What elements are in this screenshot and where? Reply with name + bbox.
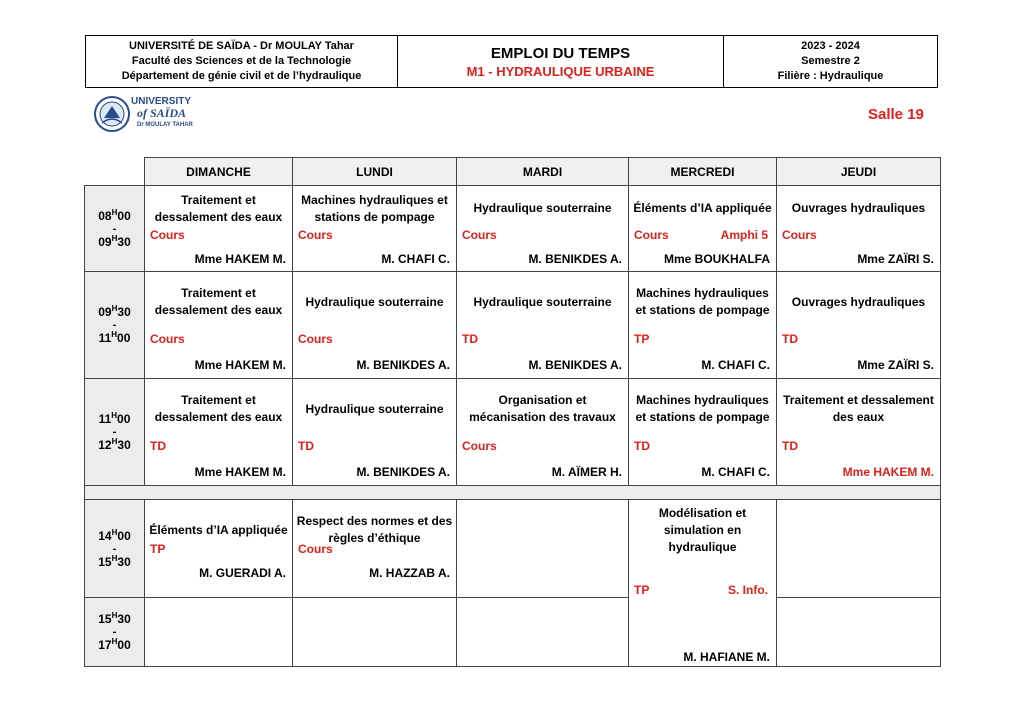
department-name: Département de génie civil et de l’hydraulique bbox=[121, 70, 362, 82]
course-name: Machines hydrauliques et stations de pompage bbox=[301, 192, 448, 224]
course-name: Machines hydrauliques et stations de pompage bbox=[635, 393, 770, 424]
teacher-name: M. AÏMER H. bbox=[551, 465, 622, 479]
session-type: TD bbox=[150, 439, 166, 453]
session-type: Cours bbox=[298, 542, 333, 556]
semester: Semestre 2 bbox=[801, 55, 860, 67]
session-cell-dimanche bbox=[144, 185, 293, 272]
session-cell-lundi bbox=[292, 378, 457, 486]
course-name: Ouvrages hydrauliques bbox=[791, 294, 926, 309]
teacher-name: Mme HAKEM M. bbox=[842, 465, 934, 479]
course-name: Modélisation et simulation en hydraulique bbox=[658, 505, 747, 554]
course-name: Éléments d’IA appliquée bbox=[633, 201, 772, 215]
university-logo bbox=[93, 93, 195, 135]
day-header-4: MERCREDI bbox=[628, 157, 777, 186]
teacher-name: M. CHAFI C. bbox=[701, 358, 770, 372]
logo-text-line3: Dr MOULAY TAHAR bbox=[137, 122, 193, 128]
session-cell-lundi bbox=[292, 499, 457, 598]
course-name: Hydraulique souterraine bbox=[305, 401, 444, 416]
slot-separator: - bbox=[112, 222, 117, 235]
time-slot-1 bbox=[84, 185, 145, 272]
university-name: UNIVERSITÉ DE SAÏDA - Dr MOULAY Tahar bbox=[129, 40, 354, 52]
title-block bbox=[398, 36, 724, 87]
session-cell-mercredi bbox=[628, 378, 777, 486]
session-cell-mardi bbox=[456, 378, 629, 486]
slot-start: $14^H00$ bbox=[98, 527, 131, 543]
teacher-name: M. CHAFI C. bbox=[701, 465, 770, 479]
room-label: Salle 19 bbox=[868, 106, 924, 123]
day-header-1: DIMANCHE bbox=[144, 157, 293, 186]
slot-end: $17^H00$ bbox=[98, 637, 131, 652]
teacher-name: Mme BOUKHALFA bbox=[663, 252, 770, 266]
slot-separator: - bbox=[112, 626, 117, 638]
session-type: Cours bbox=[634, 228, 669, 242]
day-header-3: MARDI bbox=[456, 157, 629, 186]
session-cell-jeudi bbox=[776, 597, 941, 667]
session-cell-mardi bbox=[456, 597, 629, 667]
time-slot-4 bbox=[84, 499, 145, 598]
slot-end: $11^H00$ bbox=[98, 330, 131, 345]
course-name: Hydraulique souterraine bbox=[305, 294, 444, 309]
session-type: Cours bbox=[462, 228, 497, 242]
session-type: TD bbox=[298, 439, 314, 453]
course-name: Respect des normes et des règles d’éthique bbox=[296, 514, 453, 545]
session-cell-dimanche bbox=[144, 499, 293, 598]
lunch-break-row bbox=[84, 485, 941, 500]
course-name: Traitement et dessalement des eaux bbox=[783, 393, 934, 424]
term-block bbox=[724, 36, 937, 87]
teacher-name: M. HAZZAB A. bbox=[369, 566, 450, 580]
session-type: Cours bbox=[150, 332, 185, 346]
session-cell-mercredi bbox=[628, 499, 777, 667]
course-name: Hydraulique souterraine bbox=[473, 201, 612, 215]
session-cell-jeudi bbox=[776, 271, 941, 379]
logo-text-line2: of SAÏDA bbox=[137, 106, 187, 120]
session-cell-mercredi bbox=[628, 185, 777, 272]
session-cell-dimanche bbox=[144, 271, 293, 379]
session-type: Cours bbox=[298, 332, 333, 346]
teacher-name: M. GUERADI A. bbox=[199, 566, 286, 580]
session-cell-dimanche bbox=[144, 597, 293, 667]
program-name: M1 - HYDRAULIQUE URBAINE bbox=[466, 63, 655, 79]
academic-year: 2023 - 2024 bbox=[801, 40, 860, 52]
course-name: Traitement et dessalement des eaux bbox=[154, 192, 283, 224]
slot-start: $08^H00$ bbox=[98, 207, 131, 223]
course-name: Organisation et mécanisation des travaux bbox=[469, 393, 616, 424]
teacher-name: M. CHAFI C. bbox=[381, 252, 450, 266]
slot-start: $09^H30$ bbox=[98, 304, 131, 319]
session-cell-jeudi bbox=[776, 499, 941, 598]
slot-separator: - bbox=[112, 319, 117, 331]
time-slot-3 bbox=[84, 378, 145, 486]
institution-block bbox=[86, 36, 398, 87]
session-cell-jeudi bbox=[776, 378, 941, 486]
session-cell-mardi bbox=[456, 185, 629, 272]
teacher-name: M. BENIKDES A. bbox=[356, 358, 450, 372]
schedule-header bbox=[85, 35, 938, 88]
session-type: Cours bbox=[462, 439, 497, 453]
slot-start: $11^H00$ bbox=[98, 411, 131, 426]
session-cell-dimanche bbox=[144, 378, 293, 486]
day-header-5: JEUDI bbox=[776, 157, 941, 186]
session-type: Cours bbox=[150, 228, 185, 242]
slot-end: $15^H30$ bbox=[98, 553, 131, 569]
time-slot-2 bbox=[84, 271, 145, 379]
time-slot-5 bbox=[84, 597, 145, 667]
teacher-name: Mme HAKEM M. bbox=[194, 465, 286, 479]
session-type: TP bbox=[150, 542, 166, 556]
session-cell-lundi bbox=[292, 185, 457, 272]
course-name: Traitement et dessalement des eaux bbox=[154, 286, 283, 317]
slot-end: $09^H30$ bbox=[98, 233, 131, 249]
session-type: TD bbox=[782, 439, 798, 453]
teacher-name: Mme ZAÏRI S. bbox=[857, 252, 934, 266]
faculty-name: Faculté des Sciences et de la Technologie bbox=[131, 55, 352, 67]
teacher-name: M. BENIKDES A. bbox=[356, 465, 450, 479]
course-name: Éléments d’IA appliquée bbox=[149, 522, 288, 537]
filiere: Filière : Hydraulique bbox=[777, 70, 884, 82]
session-type: TP bbox=[634, 332, 650, 346]
slot-end: $12^H30$ bbox=[98, 437, 131, 452]
course-name: Ouvrages hydrauliques bbox=[791, 201, 926, 215]
slot-start: $15^H30$ bbox=[98, 611, 131, 626]
session-cell-jeudi bbox=[776, 185, 941, 272]
session-cell-mercredi bbox=[628, 271, 777, 379]
session-type: TD bbox=[782, 332, 798, 346]
teacher-name: Mme HAKEM M. bbox=[194, 252, 286, 266]
teacher-name: Mme HAKEM M. bbox=[194, 358, 286, 372]
session-cell-lundi bbox=[292, 597, 457, 667]
slot-separator: - bbox=[112, 426, 117, 438]
session-cell-lundi bbox=[292, 271, 457, 379]
session-type: TP bbox=[634, 583, 650, 597]
course-name: Machines hydrauliques et stations de pompage bbox=[635, 286, 770, 317]
session-room: S. Info. bbox=[728, 583, 768, 597]
timetable bbox=[84, 157, 940, 666]
teacher-name: M. BENIKDES A. bbox=[528, 252, 622, 266]
day-header-2: LUNDI bbox=[292, 157, 457, 186]
teacher-name: M. BENIKDES A. bbox=[528, 358, 622, 372]
page-title: EMPLOI DU TEMPS bbox=[490, 44, 631, 62]
session-type: TD bbox=[462, 332, 478, 346]
session-type: TD bbox=[634, 439, 650, 453]
slot-separator: - bbox=[112, 542, 117, 555]
course-name: Traitement et dessalement des eaux bbox=[154, 393, 283, 424]
session-type: Cours bbox=[298, 228, 333, 242]
course-name: Hydraulique souterraine bbox=[473, 294, 612, 309]
session-room: Amphi 5 bbox=[720, 228, 768, 242]
session-cell-mardi bbox=[456, 271, 629, 379]
teacher-name: M. HAFIANE M. bbox=[683, 650, 770, 664]
session-cell-mardi bbox=[456, 499, 629, 598]
logo-text-line1: UNIVERSITY bbox=[131, 96, 192, 107]
teacher-name: Mme ZAÏRI S. bbox=[857, 358, 934, 372]
session-type: Cours bbox=[782, 228, 817, 242]
